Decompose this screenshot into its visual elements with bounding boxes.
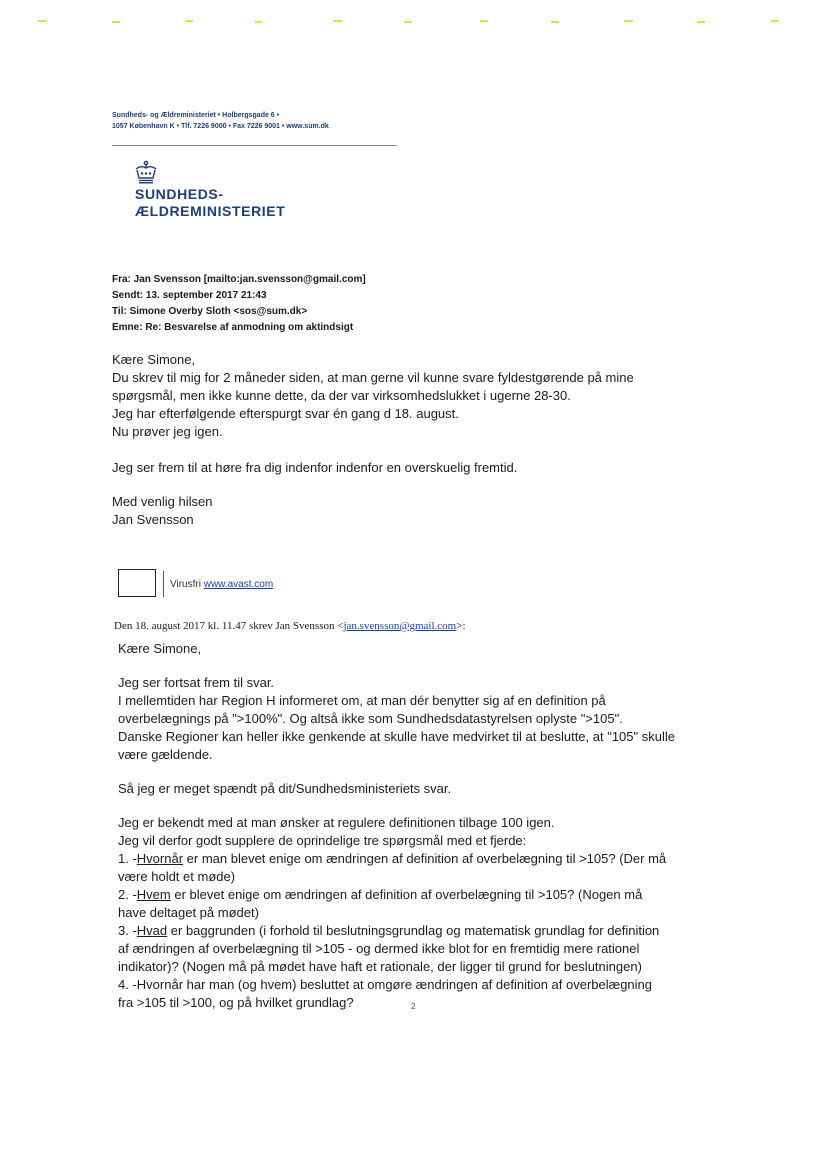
question-4-continued: fra >105 til >100, og på hvilket grundlag? [118,995,354,1010]
virus-notice-label: Virusfri [170,579,201,590]
message-line: Jeg har efterfølgende efterspurgt svar én gang d 18. august. [112,406,459,421]
ministry-name-line-1: SUNDHEDS- [135,186,224,202]
quoted-email-link[interactable]: jan.svensson@gmail.com [343,620,457,632]
scan-mark [480,20,488,22]
question-1 [118,850,675,868]
message-body [112,351,634,529]
email-sent: Sendt: 13. september 2017 21:43 [112,290,267,301]
question-4: 4. -Hvornår har man (og hvem) besluttet at omgøre ændringen af definition af overbelægning [118,977,653,992]
address-line-2: 1057 København K • Tlf. 7226 9000 • Fax 7226 9001 • www.sum.dk [112,123,329,130]
question-3 [118,922,675,940]
question-3-continued: indikator)? (Nogen må på mødet have haft et rationale, der ligger til grund for beslutningen) [118,959,642,974]
question-3-continued: af ændringen af overbelægning til >105 - og dermed ikke blot for en fremtidig mere rationel [118,941,640,956]
quoted-header [114,619,466,633]
question-number: 2. - [118,887,137,902]
message-line: spørgsmål, men ikke kunne dette, da der var virksomhedslukket i ugerne 28-30. [112,388,571,403]
quoted-line: Jeg vil derfor godt supplere de oprindelige tre spørgsmål med et fjerde: [118,833,527,848]
email-to: Til: Simone Overby Sloth <sos@sum.dk> [112,306,308,317]
address-divider [112,145,397,146]
quoted-greeting: Kære Simone, [118,641,202,656]
scan-mark [404,21,412,23]
royal-crown-icon [133,160,159,184]
avast-link[interactable]: www.avast.com [203,579,274,590]
message-closing: Med venlig hilsen [112,494,213,509]
question-number: 3. - [118,923,137,938]
quoted-line: Jeg er bekendt med at man ønsker at regulere definitionen tilbage 100 igen. [118,815,555,830]
avast-logo-placeholder [118,569,156,597]
quoted-line: I mellemtiden har Region H informeret om, at man dér benytter sig af en definition på [118,693,606,708]
question-keyword: Hvornår [136,851,184,866]
address-line-1: Sundheds- og Ældreministeriet • Holbergsgade 6 • [112,112,280,119]
email-subject: Emne: Re: Besvarelse af anmodning om aktindsigt [112,322,354,333]
question-2 [118,886,675,904]
email-from: Fra: Jan Svensson [mailto:jan.svensson@gmail.com] [112,274,366,285]
page-number: 2 [411,1002,416,1011]
virus-notice-divider [163,571,164,597]
question-text: er baggrunden (i forhold til beslutningsgrundlag og matematisk grundlag for definition [167,923,660,938]
quoted-line: overbelægnings på ">100%". Og altså ikke som Sundhedsdatastyrelsen oplyste ">105". [118,711,623,726]
scan-mark [551,21,559,23]
message-line: Du skrev til mig for 2 måneder siden, at man gerne vil kunne svare fyldestgørende på mine [112,370,634,385]
ministry-name [135,186,285,220]
message-line: Nu prøver jeg igen. [112,424,223,439]
scan-mark [38,20,47,22]
scan-mark [112,21,120,23]
message-line: Jeg ser frem til at høre fra dig indenfor indenfor en overskuelig fremtid. [112,460,518,475]
question-2-continued: have deltaget på mødet) [118,905,259,920]
scan-mark [624,20,633,22]
quoted-header-prefix: Den 18. august 2017 kl. 11.47 skrev Jan Svensson < [114,620,344,632]
question-keyword: Hvad [136,923,168,938]
virus-notice [170,579,273,591]
question-text: er man blevet enige om ændringen af definition af overbelægning til >105? (Der må [183,851,667,866]
quoted-line: Danske Regioner kan heller ikke genkende at skulle have medvirket til at beslutte, at "105" skulle [118,729,675,744]
scan-mark [771,20,779,22]
question-1-continued: være holdt et møde) [118,869,236,884]
quoted-line: Jeg ser fortsat frem til svar. [118,675,275,690]
question-keyword: Hvem [136,887,171,902]
scan-mark [697,21,705,23]
quoted-line: være gældende. [118,747,213,762]
scan-mark [333,20,342,22]
ministry-name-line-2: ÆLDREMINISTERIET [135,203,286,219]
quoted-body [118,640,675,1012]
email-header [112,272,366,336]
scan-mark [185,20,193,22]
question-number: 1. - [118,851,137,866]
scan-mark [255,21,262,23]
message-signature: Jan Svensson [112,512,194,527]
message-greeting: Kære Simone, [112,352,196,367]
ministry-address [112,110,329,132]
quoted-header-suffix: >: [456,620,466,632]
question-text: er blevet enige om ændringen af definition af overbelægning til >105? (Nogen må [170,887,643,902]
quoted-line: Så jeg er meget spændt på dit/Sundhedsministeriets svar. [118,781,452,796]
